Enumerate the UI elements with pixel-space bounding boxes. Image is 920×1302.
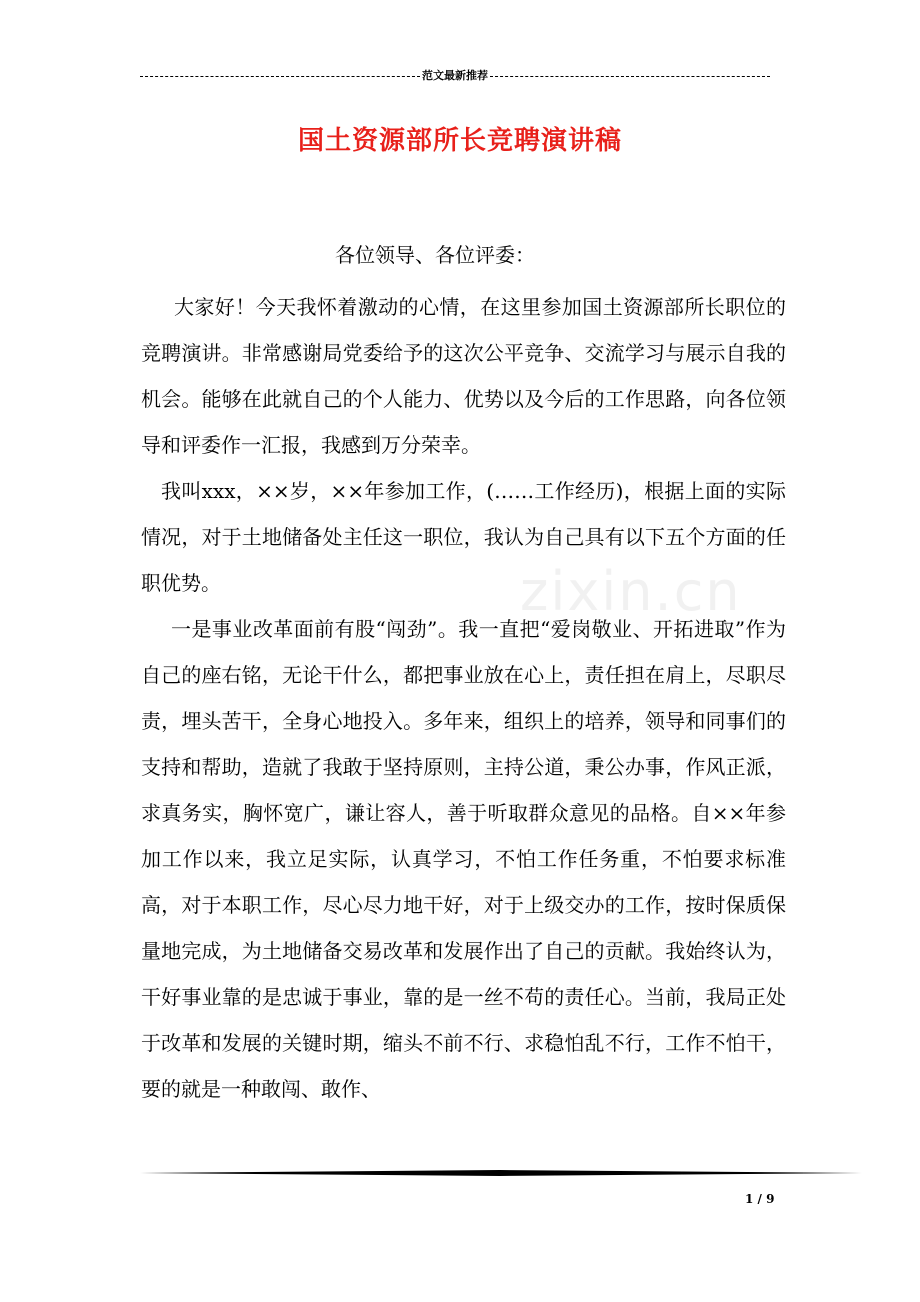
watermark: zixin.cn xyxy=(520,560,742,623)
document-body xyxy=(141,284,786,1112)
footer-rule xyxy=(140,1170,862,1176)
header-banner xyxy=(140,68,770,84)
document-title: 国土资源部所长竞聘演讲稿 xyxy=(297,126,622,156)
salutation: 各位领导、各位评委： xyxy=(335,243,535,267)
header-dash-left xyxy=(140,76,420,77)
paragraph-2: 我叫xxx，××岁，××年参加工作，(……工作经历)，根据上面的实际情况，对于土地储备处主任这一职位，我认为自己具有以下五个方面的任职优势。 xyxy=(141,479,786,595)
header-label: 范文最新推荐 xyxy=(422,69,488,82)
page-number: 1 / 9 xyxy=(745,1192,775,1206)
header-dash-right xyxy=(490,76,770,77)
paragraph-1: 大家好！今天我怀着激动的心情，在这里参加国土资源部所长职位的竞聘演讲。非常感谢局党委给予的这次公平竞争、交流学习与展示自我的机会。能够在此就自己的个人能力、优势以及今后的工作思路，向各位领导和评委作一汇报，我感到万分荣幸。 xyxy=(141,295,786,457)
paragraph-3: 一是事业改革面前有股“闯劲”。我一直把“爱岗敬业、开拓进取”作为自己的座右铭，无论干什么，都把事业放在心上，责任担在肩上，尽职尽责，埋头苦干，全身心地投入。多年来，组织上的培养，领导和同事们的支持和帮助，造就了我敢于坚持原则，主持公道，秉公办事，作风正派，求真务实，胸怀宽广，谦让容人，善于听取群众意见的品格。自××年参加工作以来，我立足实际，认真学习，不怕工作任务重，不怕要求标准高，对于本职工作，尽心尽力地干好，对于上级交办的工作，按时保质保量地完成，为土地储备交易改革和发展作出了自己的贡献。我始终认为，干好事业靠的是忠诚于事业，靠的是一丝不苟的责任心。当前，我局正处于改革和发展的关键时期，缩头不前不行、求稳怕乱不行，工作不怕干，要的就是一种敢闯、敢作、 xyxy=(141,617,786,1101)
